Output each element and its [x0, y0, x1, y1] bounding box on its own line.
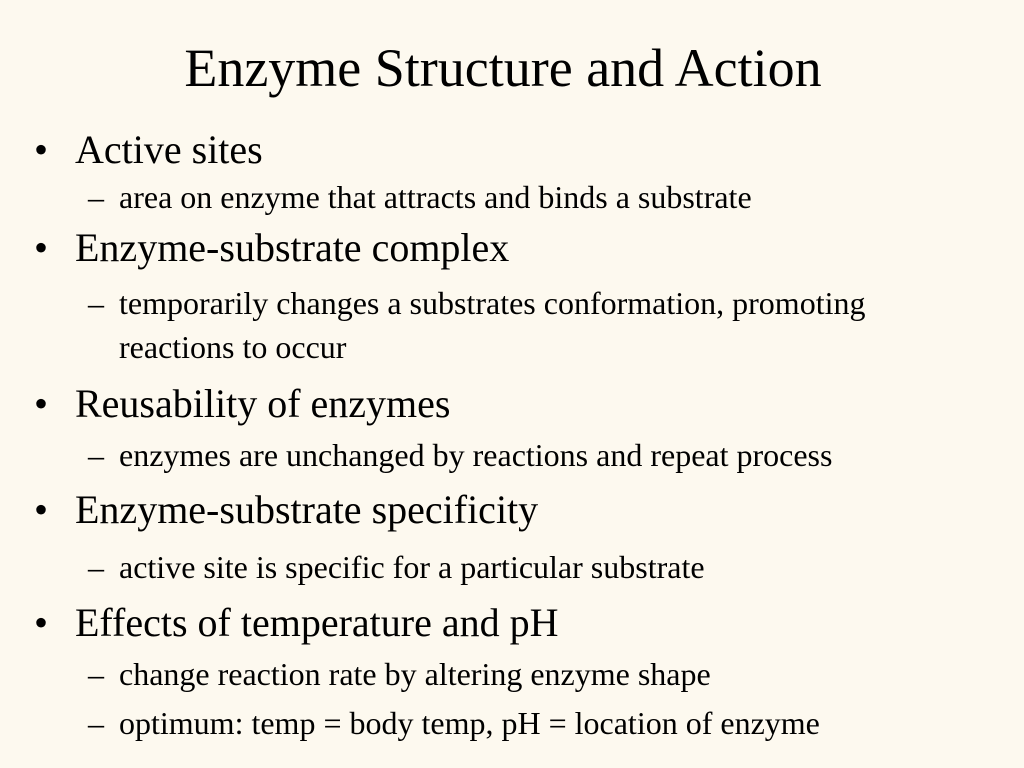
bullet-marker: • — [34, 600, 49, 645]
subbullet-marker: – — [88, 705, 104, 741]
bullet-marker: • — [34, 381, 49, 426]
subbullet-text: temporarily changes a substrates conformation, promoting reactions to occur — [119, 285, 866, 365]
bullet-text: Enzyme-substrate specificity — [75, 487, 539, 532]
subbullet-marker: – — [88, 437, 104, 473]
subbullet-marker: – — [88, 656, 104, 692]
bullet-text: Active sites — [75, 127, 263, 172]
subbullet-text: active site is specific for a particular substrate — [119, 549, 705, 585]
slide-title: Enzyme Structure and Action — [184, 38, 822, 98]
subbullet-text: enzymes are unchanged by reactions and repeat process — [119, 437, 833, 473]
bullet-text: Effects of temperature and pH — [75, 600, 559, 645]
bullet-marker: • — [34, 487, 49, 532]
subbullet-text: optimum: temp = body temp, pH = location of enzyme — [119, 705, 820, 741]
bullet-marker: • — [34, 225, 49, 270]
bullet-text: Reusability of enzymes — [75, 381, 451, 426]
bullet-text: Enzyme-substrate complex — [75, 225, 510, 270]
subbullet-marker: – — [88, 179, 104, 215]
subbullet-marker: – — [88, 285, 104, 321]
bullet-marker: • — [34, 127, 49, 172]
subbullet-text: change reaction rate by altering enzyme shape — [119, 656, 711, 692]
subbullet-text: area on enzyme that attracts and binds a substrate — [119, 179, 752, 215]
subbullet-marker: – — [88, 549, 104, 585]
